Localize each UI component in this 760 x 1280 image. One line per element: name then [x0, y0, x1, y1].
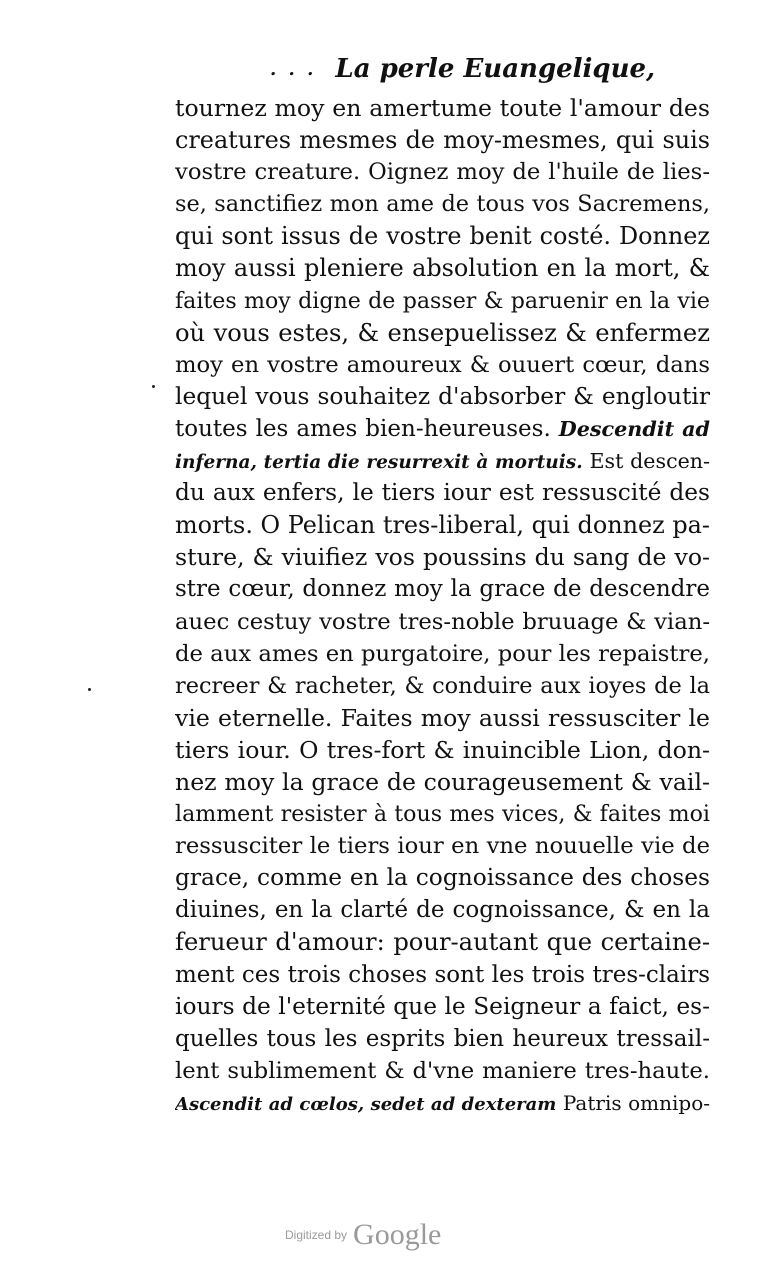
running-head — [270, 52, 710, 87]
text-line — [175, 509, 710, 541]
text-line — [175, 285, 710, 317]
text-line — [175, 124, 710, 156]
text-line — [175, 252, 710, 284]
line-text: diuines, en la clarté de cognoissance, & en la — [175, 897, 710, 924]
running-head-title: La perle Euangelique, — [335, 54, 656, 84]
digitization-footer — [285, 1218, 441, 1252]
text-line — [175, 381, 710, 413]
line-text: toutes les ames bien-heureuses. — [175, 415, 551, 442]
text-line — [175, 606, 710, 638]
text-line — [175, 798, 710, 830]
text-line — [175, 477, 710, 509]
line-text: se, sanctifiez mon ame de tous vos Sacremens, — [175, 191, 710, 218]
text-line — [175, 734, 710, 766]
line-text: recreer & racheter, & conduire aux ioyes de la — [175, 672, 710, 699]
text-line — [175, 156, 710, 188]
line-text: ferueur d'amour: pour-autant que certaine- — [175, 928, 710, 957]
text-line — [175, 766, 710, 798]
line-text: moy aussi pleniere absolution en la mort, & — [175, 254, 710, 283]
body-text — [175, 92, 710, 1119]
text-line — [175, 413, 710, 445]
text-line — [175, 541, 710, 573]
line-text: nez moy la grace de courageusement & vail- — [175, 767, 710, 796]
latin-creed-phrase: Descendit ad — [558, 416, 710, 441]
text-line — [175, 670, 710, 702]
line-text: moy en vostre amoureux & ouuert cœur, dans — [175, 351, 710, 378]
line-text: morts. O Pelican tres-liberal, qui donnez pa- — [175, 511, 710, 540]
line-text: ment ces trois choses sont les trois tres-clairs — [175, 961, 710, 988]
latin-creed-phrase: inferna, tertia die resurrexit à mortuis. — [175, 452, 583, 474]
line-text: tournez moy en amertume toute l'amour des — [175, 94, 710, 122]
text-line — [175, 317, 710, 349]
line-text: où vous estes, & ensepuelissez & enfermez — [175, 318, 710, 347]
margin-mark — [88, 688, 91, 691]
line-text: faites moy digne de passer & paruenir en la vie — [175, 287, 710, 314]
line-text: grace, comme en la cognoissance des choses — [175, 864, 710, 892]
line-text: vie eternelle. Faites moy aussi ressusciter le — [175, 703, 710, 732]
google-logo: Google — [353, 1218, 442, 1251]
text-line — [175, 188, 710, 220]
line-text: ressusciter le tiers iour en vne nouuelle vie de — [175, 833, 710, 860]
digitized-by-label: Digitized by — [285, 1228, 348, 1242]
line-text: iours de l'eternité que le Seigneur a faict, es- — [175, 992, 710, 1020]
text-line — [175, 959, 710, 991]
line-text: lamment resister à tous mes vices, & faites moi — [175, 801, 710, 828]
margin-mark — [152, 385, 155, 388]
text-line — [175, 926, 710, 958]
text-line — [175, 349, 710, 381]
text-line — [175, 702, 710, 734]
line-text: quelles tous les esprits bien heureux tressail- — [175, 1025, 710, 1052]
line-text: Patris omnipo- — [562, 1090, 710, 1115]
line-text: auec cestuy vostre tres-noble bruuage & vian- — [175, 608, 710, 635]
running-head-dots: . . . — [270, 59, 317, 80]
text-line — [175, 1023, 710, 1055]
text-line — [175, 220, 710, 252]
line-text: vostre creature. Oignez moy de l'huile de lies- — [175, 159, 710, 186]
text-line — [175, 991, 710, 1023]
line-text: creatures mesmes de moy-mesmes, qui suis — [175, 126, 710, 155]
text-line — [175, 830, 710, 862]
text-line — [175, 445, 710, 477]
line-text: Est descen- — [589, 449, 710, 474]
line-text: tiers iour. O tres-fort & inuincible Lion, don- — [175, 735, 710, 764]
latin-creed-phrase: Ascendit ad cœlos, sedet ad dexteram — [175, 1093, 557, 1115]
line-text: lent sublimement & d'vne maniere tres-haute. — [175, 1057, 710, 1084]
line-text: du aux enfers, le tiers iour est ressuscité des — [175, 479, 710, 507]
line-text: de aux ames en purgatoire, pour les repaistre, — [175, 640, 710, 667]
line-text: qui sont issus de vostre benit costé. Donnez — [175, 222, 710, 251]
text-line — [175, 1087, 710, 1119]
text-line — [175, 1055, 710, 1087]
text-line — [175, 573, 710, 605]
line-text: lequel vous souhaitez d'absorber & engloutir — [175, 382, 710, 410]
text-line — [175, 894, 710, 926]
text-line — [175, 638, 710, 670]
line-text: sture, & viuifiez vos poussins du sang de vo- — [175, 543, 710, 572]
text-line — [175, 862, 710, 894]
text-line — [175, 92, 710, 124]
line-text: stre cœur, donnez moy la grace de descendre — [175, 576, 710, 603]
